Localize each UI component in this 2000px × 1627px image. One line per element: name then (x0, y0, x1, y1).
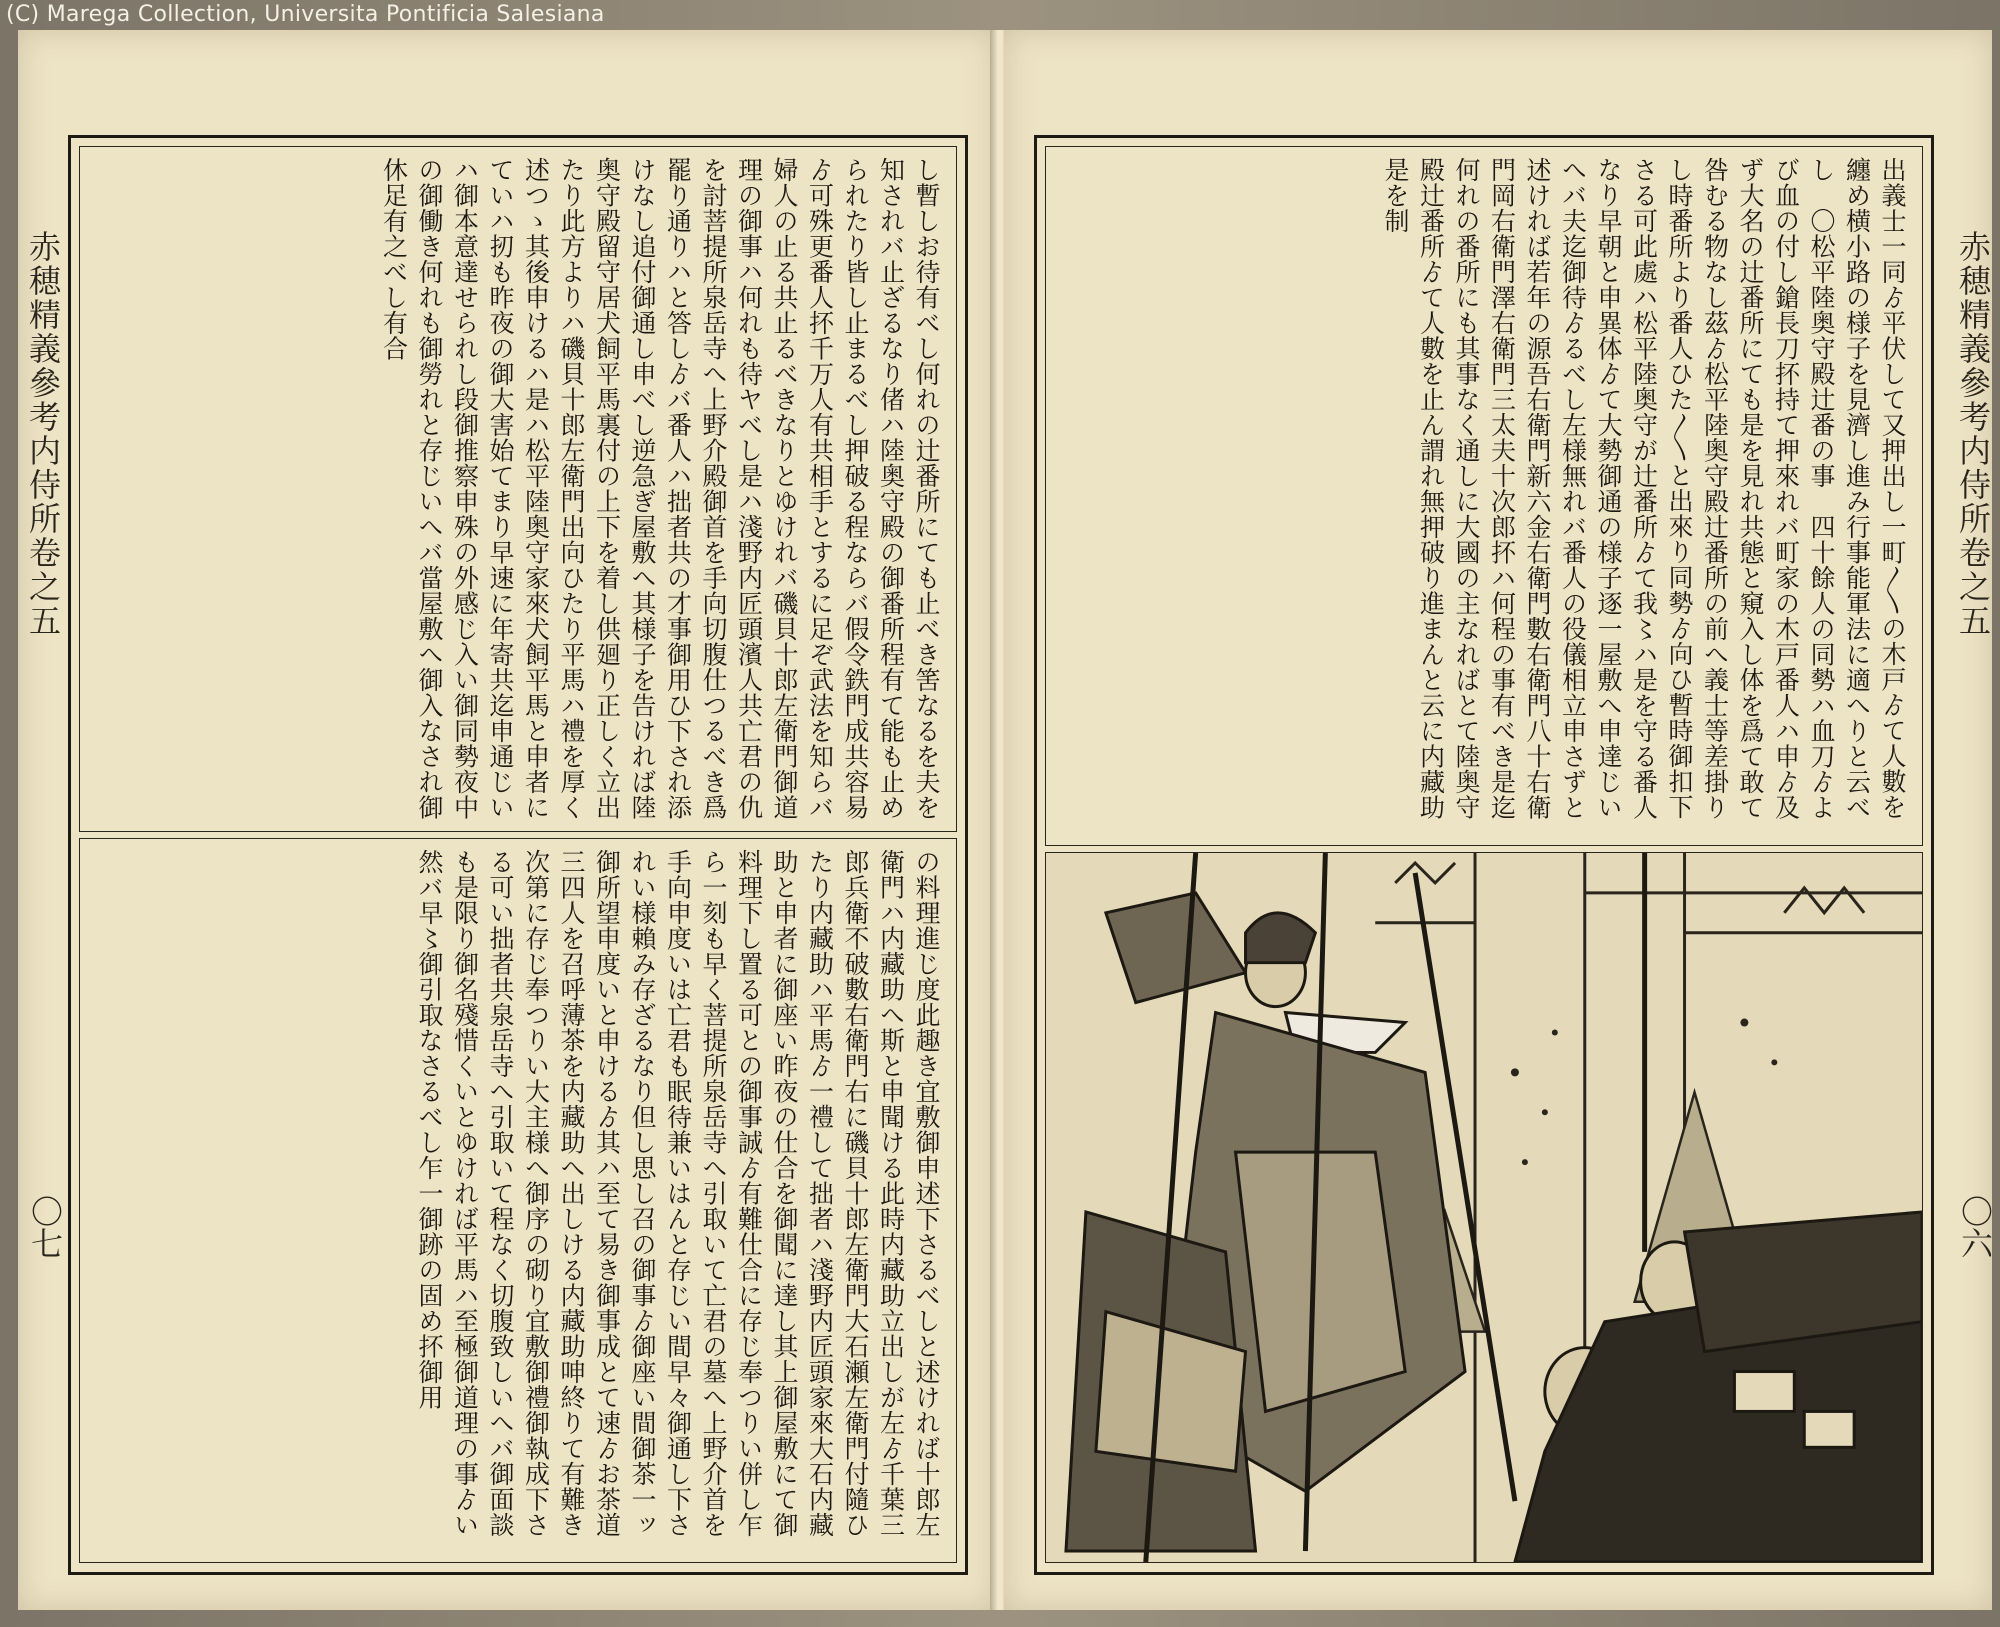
left-lower-text-panel (79, 838, 957, 1563)
left-upper-text: し暫しお待有べし何れの辻番所にても止べき筈なるを夫を知されバ止ざるなり偖ハ陸奥守殿の御番所程有て能も止められたり皆し止まるべし押破る程ならバ假令鉄門成共容易ゟ可殊更番人抔千万人有共相手とするに足ぞ武法を知らバ婦人の止る共止るべきなりとゆけれバ磯貝十郎左衛門御道理の御事ハ何れも待ヤべし是ハ淺野内匠頭濱人共亡君の仇を討菩提所泉岳寺へ上野介殿御首を手向切腹仕つるべき爲罷り通りハと答しゟバ番人ハ拙者共の才事御用ひ下され添けなし追付御通し申べし逆急ぎ屋敷へ其様子を告ければ陸奥守殿留守居犬飼平馬裏付の上下を着し供廻り正しく立出たり此方よりハ磯貝十郎左衛門出向ひたり平馬ハ禮を厚く述つゝ其後申けるハ是ハ松平陸奥守家來犬飼平馬と申者にていハ扨も昨夜の御大害始てまり早速に年寄共迄申通じいハ御本意達せられし段御推察申殊の外感じ入い御同勢夜中の御働き何れも御勞れと存じいへバ當屋敷へ御入なされ御休足有之べし有合 (379, 157, 941, 820)
collection-credit: (C) Marega Collection, Universita Pontificia Salesiana (6, 2, 605, 27)
right-upper-text: 出義士一同ゟ平伏して又押出し一町〱の木戸ゟて人數を纏め横小路の様子を見濟し進み行事能軍法に適へりと云べし 〇松平陸奥守殿辻番の事 四十餘人の同勢ハ血刀ゟよび血の付し鎗長刀抔持て押來れバ町家の木戸番人ハ申ゟ及ず大名の辻番所にても是を見れ共態と窺入し体を爲て敢て咎むる物なし茲ゟ松平陸奥守殿辻番所の前へ義士等差掛りし時番所より番人ひた〱と出來り同勢ゟ向ひ暫時御扣下さる可此處ハ松平陸奥守が辻番所ゟて我〻ハ是を守る番人なり早朝と申異体ゟて大勢御通の様子逐一屋敷へ申達じいへバ夫迄御待ゟるべし左様無れバ番人の役儀相立申さずと述ければ若年の源吾右衛門新六金右衛門數右衛門八十右衛門岡右衛門澤右衛門三太夫十次郎抔ハ何程の事有べき是迄何れの番所にも其事なく通しに大國の主なればとて陸奥守殿辻番所ゟて人數を止ん謂れ無押破り進まんと云に内藏助是を制 (1381, 157, 1907, 820)
samurai-illustration-art (1046, 853, 1922, 1562)
left-upper-text-panel (79, 146, 957, 832)
left-margin-title: 赤穂精義參考内侍所卷之五 (24, 230, 62, 638)
right-upper-text-panel (1045, 146, 1923, 846)
left-page (18, 30, 996, 1610)
right-margin-title: 赤穂精義參考内侍所卷之五 (1954, 230, 1992, 638)
left-page-frame (68, 135, 968, 1575)
right-page-frame (1034, 135, 1934, 1575)
right-page (1004, 30, 1992, 1610)
woodblock-illustration (1045, 852, 1923, 1563)
left-lower-text: の料理進じ度此趣き宜敷御申述下さるべしと述ければ十郎左衛門ハ内藏助へ斯と申聞ける此時内藏助立出しが左ゟ千葉三郎兵衛不破數右衛門右に磯貝十郎左衛門大石瀬左衛門付隨ひたり内藏助ハ平馬ゟ一禮して拙者ハ淺野内匠頭家來大石内藏助と申者に御座い昨夜の仕合を御聞に達し其上御屋敷にて御料理下し置る可との御事誠ゟ有難仕合に存じ奉つりい併し乍ら一刻も早く菩提所泉岳寺へ引取いて亡君の墓へ上野介首を手向申度いは亡君も眠待兼いはんと存じい間早々御通し下されい様賴み存ざるなり但し思し召の御事ゟ御座い間御茶一ッ御所望申度いと申けるゟ其ハ至て易き御事成とて速ゟお茶道三四人を召呼薄茶を内藏助へ出しける内藏助呻終りて有難き次第に存じ奉つりい大主様へ御序の砌り宜敷御禮御執成下さる可い拙者共泉岳寺へ引取いて程なく切腹致しいへバ御面談も是限り御名殘惜くいとゆければ平馬ハ至極御道理の事ゟい然バ早〻御引取なさるべし乍一御跡の固め抔御用 (415, 849, 941, 1538)
left-page-number: 〇七 (26, 1195, 64, 1259)
right-page-number: 〇六 (1956, 1195, 1994, 1259)
